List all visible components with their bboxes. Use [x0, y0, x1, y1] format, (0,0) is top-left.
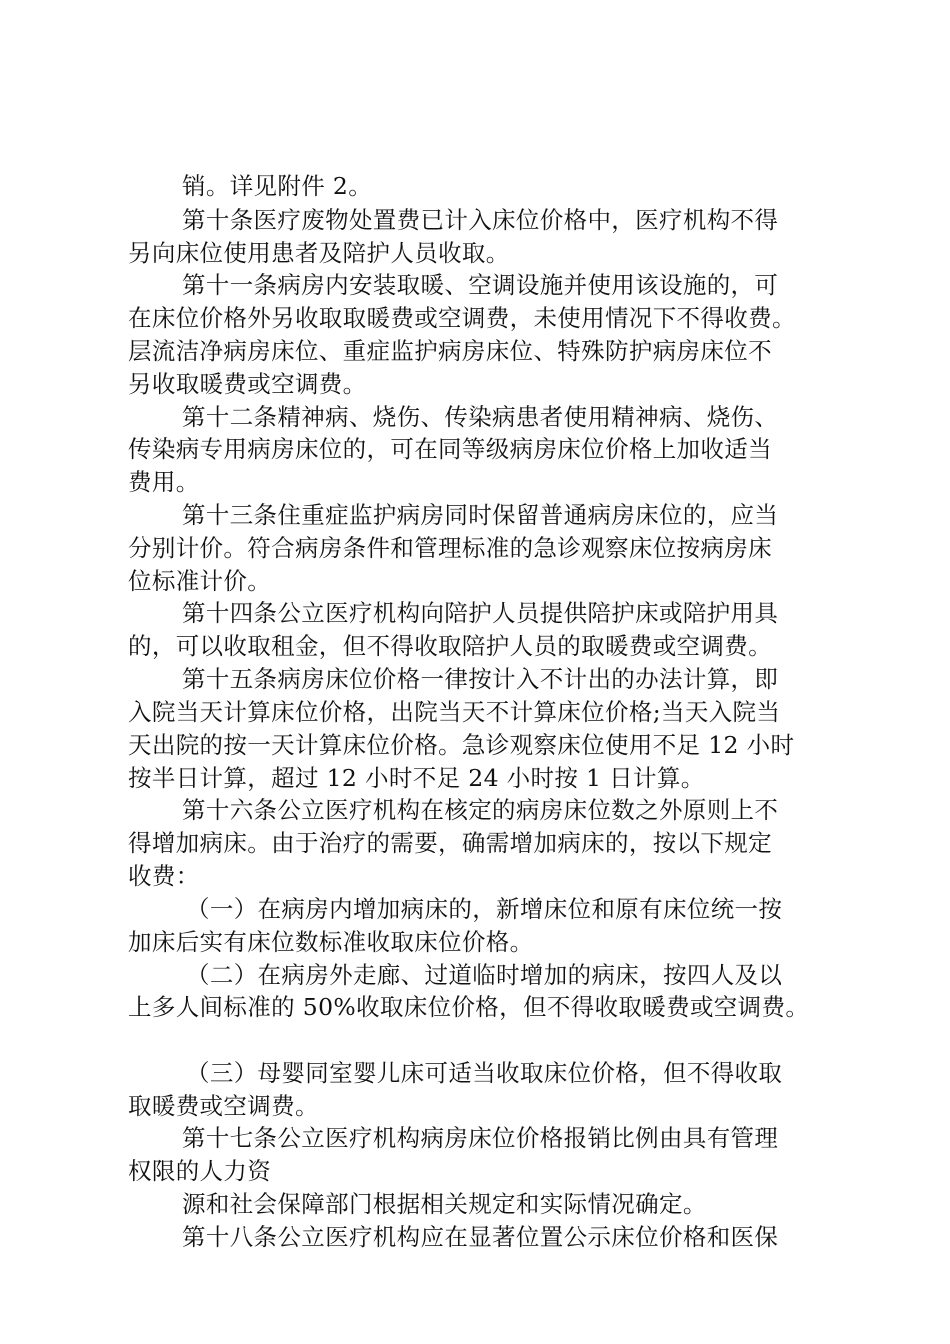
text-line: 销。详见附件 2。 [182, 172, 373, 200]
text-line: 第十七条公立医疗机构病房床位价格报销比例由具有管理 [182, 1124, 779, 1152]
text-line: 第十二条精神病、烧伤、传染病患者使用精神病、烧伤、 [182, 403, 779, 431]
text-line: 第十条医疗废物处置费已计入床位价格中，医疗机构不得 [182, 206, 779, 234]
text-line: （三）母婴同室婴儿床可适当收取床位价格，但不得收取 [186, 1059, 783, 1087]
text-line: 入院当天计算床位价格，出院当天不计算床位价格;当天入院当 [128, 698, 781, 726]
text-line: 按半日计算，超过 12 小时不足 24 小时按 1 日计算。 [128, 764, 705, 792]
text-line: 传染病专用病房床位的，可在同等级病房床位价格上加收适当 [128, 435, 772, 463]
text-line: （二）在病房外走廊、过道临时增加的病床，按四人及以 [186, 961, 783, 989]
text-line: 权限的人力资 [128, 1157, 272, 1185]
text-line: 源和社会保障部门根据相关规定和实际情况确定。 [182, 1190, 707, 1218]
text-line: 第十五条病房床位价格一律按计入不计出的办法计算，即 [182, 665, 779, 693]
text-line: 费用。 [128, 468, 200, 496]
text-line: 第十四条公立医疗机构向陪护人员提供陪护床或陪护用具 [182, 599, 779, 627]
text-line: 取暖费或空调费。 [128, 1092, 319, 1120]
text-line: 位标准计价。 [128, 567, 272, 595]
text-line: 收费： [128, 862, 200, 890]
text-line: （一）在病房内增加病床的，新增床位和原有床位统一按 [186, 895, 783, 923]
text-line: 分别计价。符合病房条件和管理标准的急诊观察床位按病房床 [128, 534, 772, 562]
text-line: 得增加病床。由于治疗的需要，确需增加病床的，按以下规定 [128, 829, 772, 857]
text-line: 第十八条公立医疗机构应在显著位置公示床位价格和医保 [182, 1223, 779, 1251]
text-line: 层流洁净病房床位、重症监护病房床位、特殊防护病房床位不 [128, 337, 772, 365]
text-line: 第十一条病房内安装取暖、空调设施并使用该设施的，可 [182, 271, 779, 299]
text-line: 的，可以收取租金，但不得收取陪护人员的取暖费或空调费。 [128, 632, 772, 660]
text-line: 在床位价格外另收取取暖费或空调费，未使用情况下不得收费。 [128, 304, 796, 332]
text-line: 另收取暖费或空调费。 [128, 370, 367, 398]
text-line: 加床后实有床位数标准收取床位价格。 [128, 928, 534, 956]
text-line: 另向床位使用患者及陪护人员收取。 [128, 239, 510, 267]
text-line: 第十三条住重症监护病房同时保留普通病房床位的，应当 [182, 501, 779, 529]
text-line: 第十六条公立医疗机构在核定的病房床位数之外原则上不 [182, 796, 779, 824]
text-line: 上多人间标准的 50%收取床位价格，但不得收取暖费或空调费。 [128, 993, 810, 1021]
text-line: 天出院的按一天计算床位价格。急诊观察床位使用不足 12 小时 [128, 731, 795, 759]
